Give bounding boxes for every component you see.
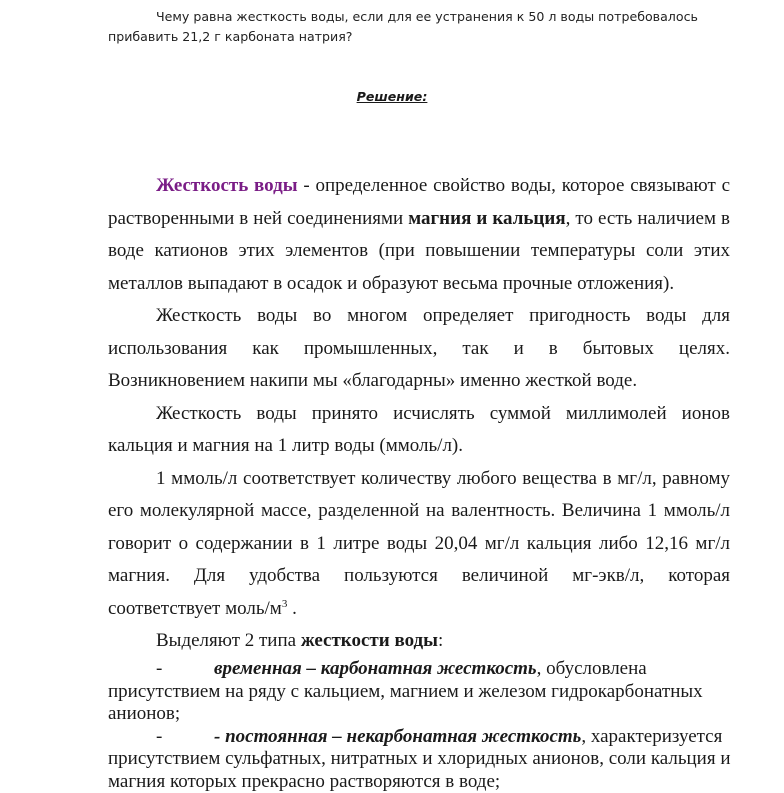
- term-water-hardness: Жесткость воды: [156, 175, 298, 196]
- hardness-types-list: [108, 658, 748, 793]
- list-item-temporary: [108, 658, 748, 726]
- paragraph-units: [108, 463, 730, 626]
- units-end: .: [287, 598, 297, 619]
- task-statement: Чему равна жесткость воды, если для ее устранения к 50 л воды потребовалось прибавить 21,2 г карбоната натрия?: [108, 7, 748, 47]
- paragraph-usage: Жесткость воды во многом определяет пригодность воды для использования как промышленных, так и в бытовых целях. Возникновением накипи мы «благодарны» именно жесткой воде.: [108, 300, 730, 398]
- paragraph-definition: [108, 170, 730, 300]
- list-item-permanent-text: , характеризуется присутствием сульфатных, нитратных и хлоридных анионов, соли кальция и магния которых прекрасно растворяются в воде;: [108, 726, 731, 792]
- paragraph-measurement: Жесткость воды принято исчислять суммой миллимолей ионов кальция и магния на 1 литр воды (ммоль/л).: [108, 398, 730, 463]
- list-item-permanent-title: - постоянная – некарбонатная жесткость: [214, 726, 581, 747]
- list-item-permanent: [108, 726, 748, 793]
- list-item-temporary-text: , обусловлена присутствием на ряду с кальцием, магнием и железом гидрокарбонатных анионов;: [108, 658, 703, 724]
- solution-heading: Решение:: [0, 88, 784, 106]
- list-dash: -: [108, 658, 214, 681]
- units-superscript: 3: [282, 598, 288, 610]
- document-body: [108, 170, 730, 658]
- types-intro-text: Выделяют 2 типа: [156, 630, 301, 651]
- units-text: 1 ммоль/л соответствует количеству любого вещества в мг/л, равному его молекулярной массе, разделенной на валентность. Величина 1 ммоль/л говорит о содержании в 1 литре воды 20,04 мг/л кальция либо 12,16 мг/л магния. Для удобства пользуются величиной мг-экв/л, которая соответствует моль/м: [108, 468, 730, 619]
- definition-text-2: , то есть наличием в воде катионов этих элементов (при повышении температуры соли этих металлов выпадают в осадок и образуют весьма прочные отложения).: [108, 208, 730, 294]
- definition-text-1: - определенное свойство воды, которое связывают с растворенными в ней соединениями: [108, 175, 730, 229]
- paragraph-types-intro: [108, 625, 730, 658]
- types-intro-end: :: [438, 630, 443, 651]
- list-item-temporary-title: временная – карбонатная жесткость: [214, 658, 537, 679]
- types-intro-bold: жесткости воды: [301, 630, 438, 651]
- definition-bold-elements: магния и кальция: [408, 208, 565, 229]
- list-dash: -: [108, 726, 214, 749]
